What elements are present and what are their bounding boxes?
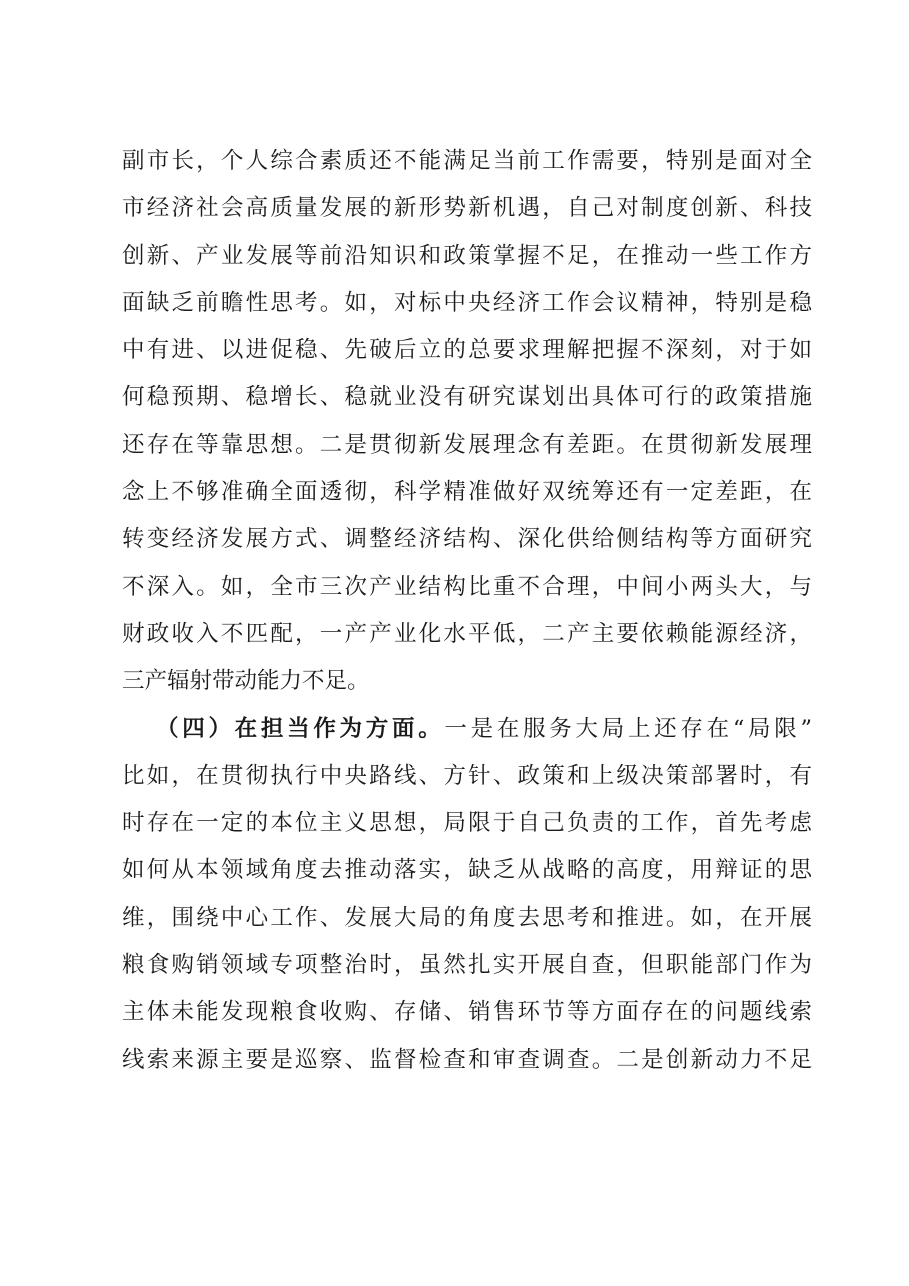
text-line: 市经济社会高质量发展的新形势新机遇，自己对制度创新、科技 <box>122 195 812 222</box>
section-4-heading: （四）在担当作为方面。 <box>156 715 445 742</box>
text-line: 中有进、以进促稳、先破后立的总要求理解把握不深刻，对于如 <box>122 337 812 364</box>
section-4-first-line-text: 一是在服务大局上还存在“局限” <box>444 715 812 742</box>
text-line: 还存在等靠思想。二是贯彻新发展理念有差距。在贯彻新发展理 <box>122 431 812 458</box>
text-line: 比如，在贯彻执行中央路线、方针、政策和上级决策部署时，有 <box>122 762 812 789</box>
text-line: 何稳预期、稳增长、稳就业没有研究谋划出具体可行的政策措施 <box>122 384 812 411</box>
text-line: 三产辐射带动能力不足。 <box>122 668 370 695</box>
text-line: 转变经济发展方式、调整经济结构、深化供给侧结构等方面研究 <box>122 526 812 553</box>
text-line: 如何从本领域角度去推动落实，缺乏从战略的高度，用辩证的思 <box>122 857 812 884</box>
text-line: 副市长，个人综合素质还不能满足当前工作需要，特别是面对全 <box>122 148 812 174</box>
text-line: 念上不够准确全面透彻，科学精准做好双统筹还有一定差距，在 <box>122 479 812 506</box>
text-line: 不深入。如，全市三次产业结构比重不合理，中间小两头大，与 <box>122 573 812 600</box>
text-line: 财政收入不匹配，一产产业化水平低，二产主要依赖能源经济， <box>122 620 812 647</box>
body-text <box>122 138 812 1084</box>
text-line: 面缺乏前瞻性思考。如，对标中央经济工作会议精神，特别是稳 <box>122 289 812 316</box>
text-line: 粮食购销领域专项整治时，虽然扎实开展自查，但职能部门作为 <box>122 952 812 979</box>
text-line: 线索来源主要是巡察、监督检查和审查调查。二是创新动力不足 <box>122 1046 812 1073</box>
text-line: 主体未能发现粮食收购、存储、销售环节等方面存在的问题线索 <box>122 999 812 1026</box>
text-line: 创新、产业发展等前沿知识和政策掌握不足，在推动一些工作方 <box>122 242 812 269</box>
text-line: 维，围绕中心工作、发展大局的角度去思考和推进。如，在开展 <box>122 904 812 931</box>
section-4-first-line <box>122 706 812 753</box>
text-line: 时存在一定的本位主义思想，局限于自己负责的工作，首先考虑 <box>122 810 812 837</box>
